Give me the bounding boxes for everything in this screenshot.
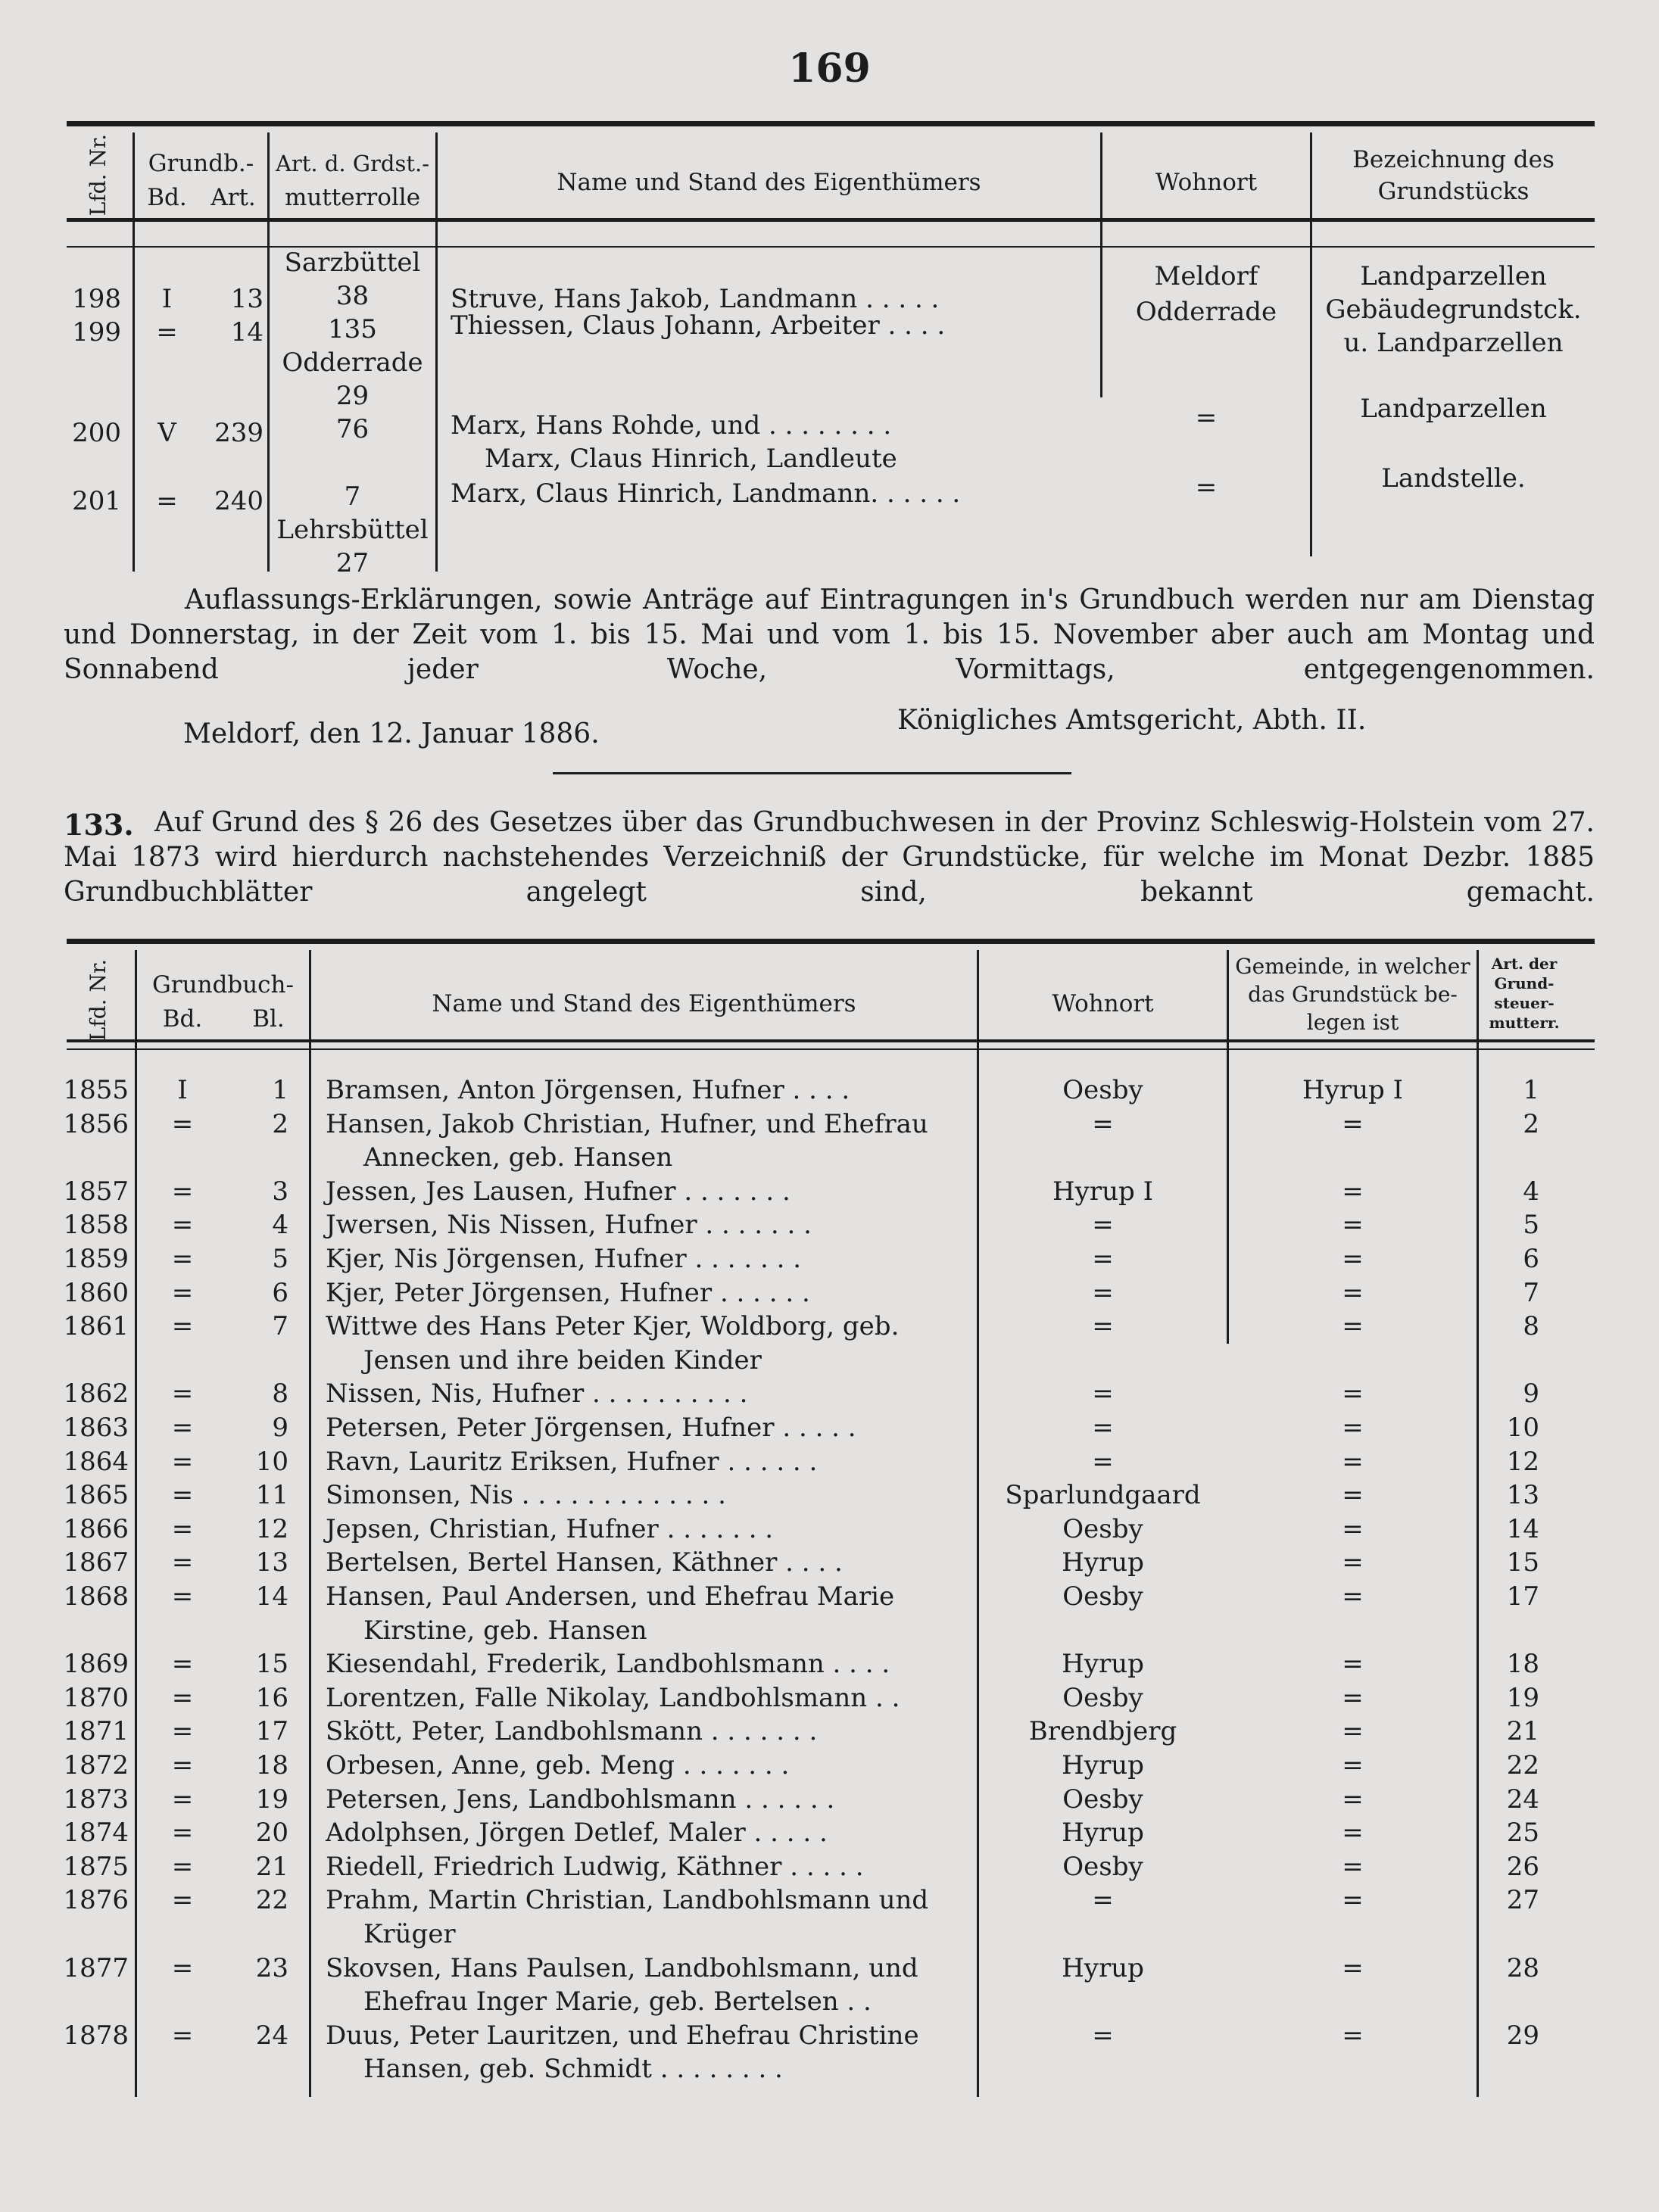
table2-bd: = xyxy=(171,1176,194,1207)
notice-paragraph: Auflassungs-Erklärungen, sowie Anträge auf Eintragungen in's Grundbuch werden nur am Dienstag und Donnerstag, in der Zeit vom 1. bis 15. Mai und vom 1. bis 15. November aber auch am Montag und Sonnabend jeder Woche, Vormittags, entgegengenommen. xyxy=(64,584,1595,685)
table1-name: Thiessen, Claus Johann, Arbeiter . . . . xyxy=(451,310,946,341)
table2-nr: 1855 xyxy=(63,1075,129,1105)
table2-bd: = xyxy=(171,1581,194,1612)
table1-wohnort: Odderrade xyxy=(1135,297,1277,327)
table1-bd: I xyxy=(161,284,173,314)
table2-bl: 3 xyxy=(272,1176,288,1207)
table2-gemeinde: = xyxy=(1342,2020,1364,2051)
table2-wohnort: Oesby xyxy=(1062,1683,1143,1713)
table2-header-lfd-nr: Lfd. Nr. xyxy=(86,958,111,1042)
table2-header-bl: Bl. xyxy=(252,1005,285,1033)
table2-bl: 18 xyxy=(255,1750,288,1781)
table2-gemeinde: = xyxy=(1342,1514,1364,1544)
table2-wohnort: = xyxy=(1092,1413,1114,1443)
table2-bd: = xyxy=(171,1480,194,1510)
table2-art: 29 xyxy=(1506,2020,1539,2051)
table1-nr: 199 xyxy=(72,317,121,347)
table2-name: Nissen, Nis, Hufner . . . . . . . . . . xyxy=(326,1379,748,1409)
table1-bezeichnung: Landparzellen xyxy=(1360,261,1547,291)
table2-gemeinde: = xyxy=(1342,1413,1364,1443)
table2-bl: 23 xyxy=(255,1953,288,1983)
table2-art: 17 xyxy=(1506,1581,1539,1612)
table2-bd: = xyxy=(171,1278,194,1308)
table1-top-rule xyxy=(67,121,1595,126)
table2-name: Jwersen, Nis Nissen, Hufner . . . . . . . xyxy=(326,1210,812,1240)
table1-mut: 7 xyxy=(344,481,361,512)
section-separator xyxy=(553,772,1071,774)
table2-divider xyxy=(309,950,311,2097)
table2-gemeinde: Hyrup I xyxy=(1302,1075,1403,1105)
table2-art: 21 xyxy=(1506,1716,1539,1746)
table2-gemeinde: = xyxy=(1342,1480,1364,1510)
table2-art: 27 xyxy=(1506,1885,1539,1915)
table2-gemeinde: = xyxy=(1342,1784,1364,1815)
table2-name: Simonsen, Nis . . . . . . . . . . . . . xyxy=(326,1480,726,1510)
table2-name: Kjer, Peter Jörgensen, Hufner . . . . . . xyxy=(326,1278,810,1308)
table2-nr: 1878 xyxy=(63,2020,129,2051)
table2-header-art: steuer- xyxy=(1494,994,1555,1012)
table2-nr: 1860 xyxy=(63,1278,129,1308)
table2-bd: = xyxy=(171,1447,194,1477)
table2-gemeinde: = xyxy=(1342,1109,1364,1139)
table2-bl: 9 xyxy=(272,1413,288,1443)
table2-art: 24 xyxy=(1506,1784,1539,1815)
table2-wohnort: = xyxy=(1092,1244,1114,1274)
table2-gemeinde: = xyxy=(1342,1547,1364,1578)
table2-bl: 12 xyxy=(255,1514,288,1544)
table2-nr: 1867 xyxy=(63,1547,129,1578)
table2-nr: 1876 xyxy=(63,1885,129,1915)
table2-wohnort: Oesby xyxy=(1062,1581,1143,1612)
table2-header-grundbuch: Grundbuch- xyxy=(152,971,294,999)
table2-gemeinde: = xyxy=(1342,1210,1364,1240)
table2-name: Hansen, geb. Schmidt . . . . . . . . xyxy=(363,2054,783,2084)
table2-bl: 6 xyxy=(272,1278,288,1308)
table1-name: Marx, Hans Rohde, und . . . . . . . . xyxy=(451,410,892,441)
table2-art: 15 xyxy=(1506,1547,1539,1578)
table2-top-rule xyxy=(67,939,1595,944)
table2-gemeinde: = xyxy=(1342,1278,1364,1308)
table2-art: 12 xyxy=(1506,1447,1539,1477)
table2-name: Bramsen, Anton Jörgensen, Hufner . . . . xyxy=(326,1075,850,1105)
table2-gemeinde: = xyxy=(1342,1447,1364,1477)
table1-wohnort: = xyxy=(1195,403,1218,433)
table2-bd: = xyxy=(171,1109,194,1139)
table2-name: Jessen, Jes Lausen, Hufner . . . . . . . xyxy=(326,1176,791,1207)
table1-header-lfd-nr: Lfd. Nr. xyxy=(86,133,111,217)
signature-place-date: Meldorf, den 12. Januar 1886. xyxy=(183,718,600,749)
table2-bl: 22 xyxy=(255,1885,288,1915)
table2-wohnort: Hyrup xyxy=(1062,1649,1144,1679)
table2-nr: 1857 xyxy=(63,1176,129,1207)
table2-bl: 7 xyxy=(272,1311,288,1341)
table2-name: Kirstine, geb. Hansen xyxy=(363,1615,647,1646)
notice-number: 133. xyxy=(64,808,134,842)
table2-wohnort: Hyrup xyxy=(1062,1818,1144,1848)
table1-header-art-grdst: Art. d. Grdst.- xyxy=(275,151,430,176)
table2-name: Ehefrau Inger Marie, geb. Bertelsen . . xyxy=(363,1986,872,2017)
table2-wohnort: = xyxy=(1092,1210,1114,1240)
table2-name: Duus, Peter Lauritzen, und Ehefrau Christine xyxy=(326,2020,919,2051)
table2-nr: 1863 xyxy=(63,1413,129,1443)
table2-name: Bertelsen, Bertel Hansen, Käthner . . . . xyxy=(326,1547,843,1578)
table1-header-bd: Bd. xyxy=(147,184,187,211)
table1-bd: V xyxy=(157,418,176,448)
table2-art: 19 xyxy=(1506,1683,1539,1713)
table2-bd: = xyxy=(171,1716,194,1746)
table2-gemeinde: = xyxy=(1342,1818,1364,1848)
table2-bd: = xyxy=(171,1413,194,1443)
table2-bl: 17 xyxy=(255,1716,288,1746)
table2-nr: 1866 xyxy=(63,1514,129,1544)
table2-bd: = xyxy=(171,1818,194,1848)
table1-header-art: Art. xyxy=(210,184,256,211)
table1-divider xyxy=(435,132,438,572)
table1-art: 240 xyxy=(214,486,264,516)
table1-art: 239 xyxy=(214,418,264,448)
table2-name: Krüger xyxy=(363,1919,456,1949)
table2-bl: 14 xyxy=(255,1581,288,1612)
table2-art: 2 xyxy=(1523,1109,1539,1139)
table1-bezeichnung: Landstelle. xyxy=(1381,463,1526,494)
table1-place-sarzbuettel: Sarzbüttel xyxy=(284,248,421,278)
table1-wohnort: = xyxy=(1195,472,1218,503)
notice-paragraph: Auf Grund des § 26 des Gesetzes über das Grundbuchwesen in der Provinz Schleswig-Holstein vom 27. Mai 1873 wird hierdurch nachstehendes Verzeichniß der Grundstücke, für welche im Monat Dezbr. 1885 Grundbuchblätter angelegt sind, bekannt gemacht. xyxy=(64,807,1595,908)
table2-nr: 1870 xyxy=(63,1683,129,1713)
table1-mut-extra: 27 xyxy=(335,548,370,578)
table2-name: Annecken, geb. Hansen xyxy=(363,1142,673,1173)
table2-header-rule-thin xyxy=(67,1048,1595,1050)
table2-bd: = xyxy=(171,1953,194,1983)
table2-name: Skovsen, Hans Paulsen, Landbohlsmann, und xyxy=(326,1953,918,1983)
table1-header-mutterrolle: mutterrolle xyxy=(284,184,421,211)
table2-nr: 1859 xyxy=(63,1244,129,1274)
table2-bd: = xyxy=(171,1311,194,1341)
table2-wohnort: = xyxy=(1092,1379,1114,1409)
table2-name: Jepsen, Christian, Hufner . . . . . . . xyxy=(326,1514,774,1544)
table1-art: 13 xyxy=(230,284,264,314)
table2-bl: 19 xyxy=(255,1784,288,1815)
table2-wohnort: Brendbjerg xyxy=(1028,1716,1177,1746)
table2-name: Riedell, Friedrich Ludwig, Käthner . . . . . xyxy=(326,1852,864,1882)
table2-header-rule xyxy=(67,1039,1595,1042)
table2-art: 14 xyxy=(1506,1514,1539,1544)
table2-header-gemeinde: das Grundstück be- xyxy=(1248,982,1458,1007)
table2-art: 26 xyxy=(1506,1852,1539,1882)
table2-art: 28 xyxy=(1506,1953,1539,1983)
table1-bd: = xyxy=(156,317,178,347)
table2-bd: = xyxy=(171,1852,194,1882)
table2-header-art: Grund- xyxy=(1494,974,1555,992)
table2-nr: 1856 xyxy=(63,1109,129,1139)
table2-nr: 1858 xyxy=(63,1210,129,1240)
table1-bezeichnung-cont: u. Landparzellen xyxy=(1343,328,1564,358)
table2-bd: = xyxy=(171,1784,194,1815)
table2-name: Kiesendahl, Frederik, Landbohlsmann . . . . xyxy=(326,1649,890,1679)
table2-wohnort: = xyxy=(1092,1278,1114,1308)
table2-wohnort: = xyxy=(1092,1885,1114,1915)
table2-art: 13 xyxy=(1506,1480,1539,1510)
table2-name: Lorentzen, Falle Nikolay, Landbohlsmann . . xyxy=(326,1683,900,1713)
table2-name: Petersen, Jens, Landbohlsmann . . . . . . xyxy=(326,1784,835,1815)
table2-art: 4 xyxy=(1523,1176,1539,1207)
table2-bd: = xyxy=(171,1514,194,1544)
table2-bl: 11 xyxy=(255,1480,288,1510)
table2-bd: = xyxy=(171,1683,194,1713)
table2-wohnort: Hyrup xyxy=(1062,1953,1144,1983)
table2-art: 8 xyxy=(1523,1311,1539,1341)
table1-name-cont: Marx, Claus Hinrich, Landleute xyxy=(485,444,897,474)
table1-mut: 38 xyxy=(335,281,370,311)
table2-bl: 13 xyxy=(255,1547,288,1578)
table1-name: Struve, Hans Jakob, Landmann . . . . . xyxy=(451,284,940,314)
table1-header-bezeichnung: Bezeichnung des xyxy=(1352,146,1555,173)
table1-bezeichnung: Landparzellen xyxy=(1360,394,1547,424)
table2-bd: = xyxy=(171,1750,194,1781)
table2-nr: 1871 xyxy=(63,1716,129,1746)
table2-wohnort: = xyxy=(1092,2020,1114,2051)
table2-gemeinde: = xyxy=(1342,1649,1364,1679)
table2-gemeinde: = xyxy=(1342,1311,1364,1341)
table1-header-name: Name und Stand des Eigenthümers xyxy=(557,169,981,196)
table2-bd: = xyxy=(171,1210,194,1240)
table2-gemeinde: = xyxy=(1342,1379,1364,1409)
table2-header-art: Art. der xyxy=(1491,955,1558,973)
table2-bd: I xyxy=(177,1075,188,1105)
table2-art: 1 xyxy=(1523,1075,1539,1105)
table2-nr: 1861 xyxy=(63,1311,129,1341)
table2-wohnort: Oesby xyxy=(1062,1852,1143,1882)
table1-nr: 198 xyxy=(72,284,121,314)
table2-header-art: mutterr. xyxy=(1489,1014,1560,1032)
table2-name: Skött, Peter, Landbohlsmann . . . . . . . xyxy=(326,1716,818,1746)
table2-bl: 2 xyxy=(272,1109,288,1139)
table2-name: Jensen und ihre beiden Kinder xyxy=(363,1345,762,1375)
table1-bezeichnung: Gebäudegrundstck. xyxy=(1325,294,1582,325)
table1-header-wohnort: Wohnort xyxy=(1155,169,1258,196)
table2-bd: = xyxy=(171,2020,194,2051)
table1-bd: = xyxy=(156,486,178,516)
table2-bd: = xyxy=(171,1885,194,1915)
table2-nr: 1874 xyxy=(63,1818,129,1848)
table1-mut: 135 xyxy=(328,314,377,344)
table2-wohnort: Hyrup I xyxy=(1052,1176,1153,1207)
page-number: 169 xyxy=(788,45,871,92)
table2-name: Hansen, Jakob Christian, Hufner, und Ehefrau xyxy=(326,1109,928,1139)
table2-art: 10 xyxy=(1506,1413,1539,1443)
table1-header-grundb: Grundb.- xyxy=(148,150,254,177)
table2-nr: 1875 xyxy=(63,1852,129,1882)
table2-bd: = xyxy=(171,1547,194,1578)
table2-header-wohnort: Wohnort xyxy=(1052,990,1154,1017)
table2-wohnort: = xyxy=(1092,1109,1114,1139)
table2-nr: 1864 xyxy=(63,1447,129,1477)
table1-nr: 201 xyxy=(72,486,121,516)
table2-wohnort: Oesby xyxy=(1062,1075,1143,1105)
table2-header-gemeinde: legen ist xyxy=(1306,1010,1399,1035)
table2-bd: = xyxy=(171,1649,194,1679)
table2-gemeinde: = xyxy=(1342,1716,1364,1746)
table2-name: Kjer, Nis Jörgensen, Hufner . . . . . . . xyxy=(326,1244,802,1274)
table2-gemeinde: = xyxy=(1342,1244,1364,1274)
table2-name: Wittwe des Hans Peter Kjer, Woldborg, geb. xyxy=(326,1311,900,1341)
table2-nr: 1872 xyxy=(63,1750,129,1781)
table1-header-grundstuecks: Grundstücks xyxy=(1377,178,1530,205)
table2-nr: 1865 xyxy=(63,1480,129,1510)
table2-header-name: Name und Stand des Eigenthümers xyxy=(432,990,856,1017)
table2-wohnort: Oesby xyxy=(1062,1784,1143,1815)
table2-bl: 20 xyxy=(255,1818,288,1848)
table2-art: 25 xyxy=(1506,1818,1539,1848)
table2-gemeinde: = xyxy=(1342,1581,1364,1612)
table1-name: Marx, Claus Hinrich, Landmann. . . . . . xyxy=(451,478,961,509)
table2-header-gemeinde: Gemeinde, in welcher xyxy=(1235,954,1470,979)
table2-bl: 1 xyxy=(272,1075,288,1105)
table2-name: Petersen, Peter Jörgensen, Hufner . . . . . xyxy=(326,1413,856,1443)
table2-nr: 1868 xyxy=(63,1581,129,1612)
table1-art: 14 xyxy=(230,317,264,347)
table2-gemeinde: = xyxy=(1342,1683,1364,1713)
table2-header-bd: Bd. xyxy=(162,1005,203,1033)
table2-art: 18 xyxy=(1506,1649,1539,1679)
table1-place-odderrade: Odderrade xyxy=(282,347,423,378)
table2-wohnort: = xyxy=(1092,1447,1114,1477)
table2-wohnort: Oesby xyxy=(1062,1514,1143,1544)
table2-name: Prahm, Martin Christian, Landbohlsmann und xyxy=(326,1885,929,1915)
table2-bl: 15 xyxy=(255,1649,288,1679)
table2-wohnort: Sparlundgaard xyxy=(1005,1480,1201,1510)
table1-place-lehrsbuettel: Lehrsbüttel xyxy=(276,515,429,545)
signature-authority: Königliches Amtsgericht, Abth. II. xyxy=(897,705,1367,736)
table2-wohnort: Hyrup xyxy=(1062,1547,1144,1578)
table2-nr: 1862 xyxy=(63,1379,129,1409)
table2-art: 5 xyxy=(1523,1210,1539,1240)
table2-bl: 16 xyxy=(255,1683,288,1713)
table2-name: Hansen, Paul Andersen, und Ehefrau Marie xyxy=(326,1581,895,1612)
table1-mut-extra: 29 xyxy=(335,381,370,411)
table2-gemeinde: = xyxy=(1342,1750,1364,1781)
table2-bl: 24 xyxy=(255,2020,288,2051)
table2-gemeinde: = xyxy=(1342,1852,1364,1882)
table2-gemeinde: = xyxy=(1342,1885,1364,1915)
table2-bd: = xyxy=(171,1244,194,1274)
table1-mut: 76 xyxy=(335,414,370,444)
table2-name: Orbesen, Anne, geb. Meng . . . . . . . xyxy=(326,1750,790,1781)
table2-wohnort: = xyxy=(1092,1311,1114,1341)
table2-gemeinde: = xyxy=(1342,1176,1364,1207)
table2-art: 7 xyxy=(1523,1278,1539,1308)
table2-name: Ravn, Lauritz Eriksen, Hufner . . . . . . xyxy=(326,1447,818,1477)
table2-bl: 21 xyxy=(255,1852,288,1882)
table2-nr: 1877 xyxy=(63,1953,129,1983)
table2-name: Adolphsen, Jörgen Detlef, Maler . . . . . xyxy=(326,1818,828,1848)
table2-art: 9 xyxy=(1523,1379,1539,1409)
table2-art: 6 xyxy=(1523,1244,1539,1274)
table2-bd: = xyxy=(171,1379,194,1409)
table1-nr: 200 xyxy=(72,418,121,448)
table2-bl: 5 xyxy=(272,1244,288,1274)
table2-nr: 1869 xyxy=(63,1649,129,1679)
table2-wohnort: Hyrup xyxy=(1062,1750,1144,1781)
table1-wohnort: Meldorf xyxy=(1154,261,1258,291)
table2-bl: 4 xyxy=(272,1210,288,1240)
table2-gemeinde: = xyxy=(1342,1953,1364,1983)
table1-header-rule xyxy=(67,218,1595,222)
table2-bl: 10 xyxy=(255,1447,288,1477)
table2-nr: 1873 xyxy=(63,1784,129,1815)
table2-bl: 8 xyxy=(272,1379,288,1409)
table2-art: 22 xyxy=(1506,1750,1539,1781)
